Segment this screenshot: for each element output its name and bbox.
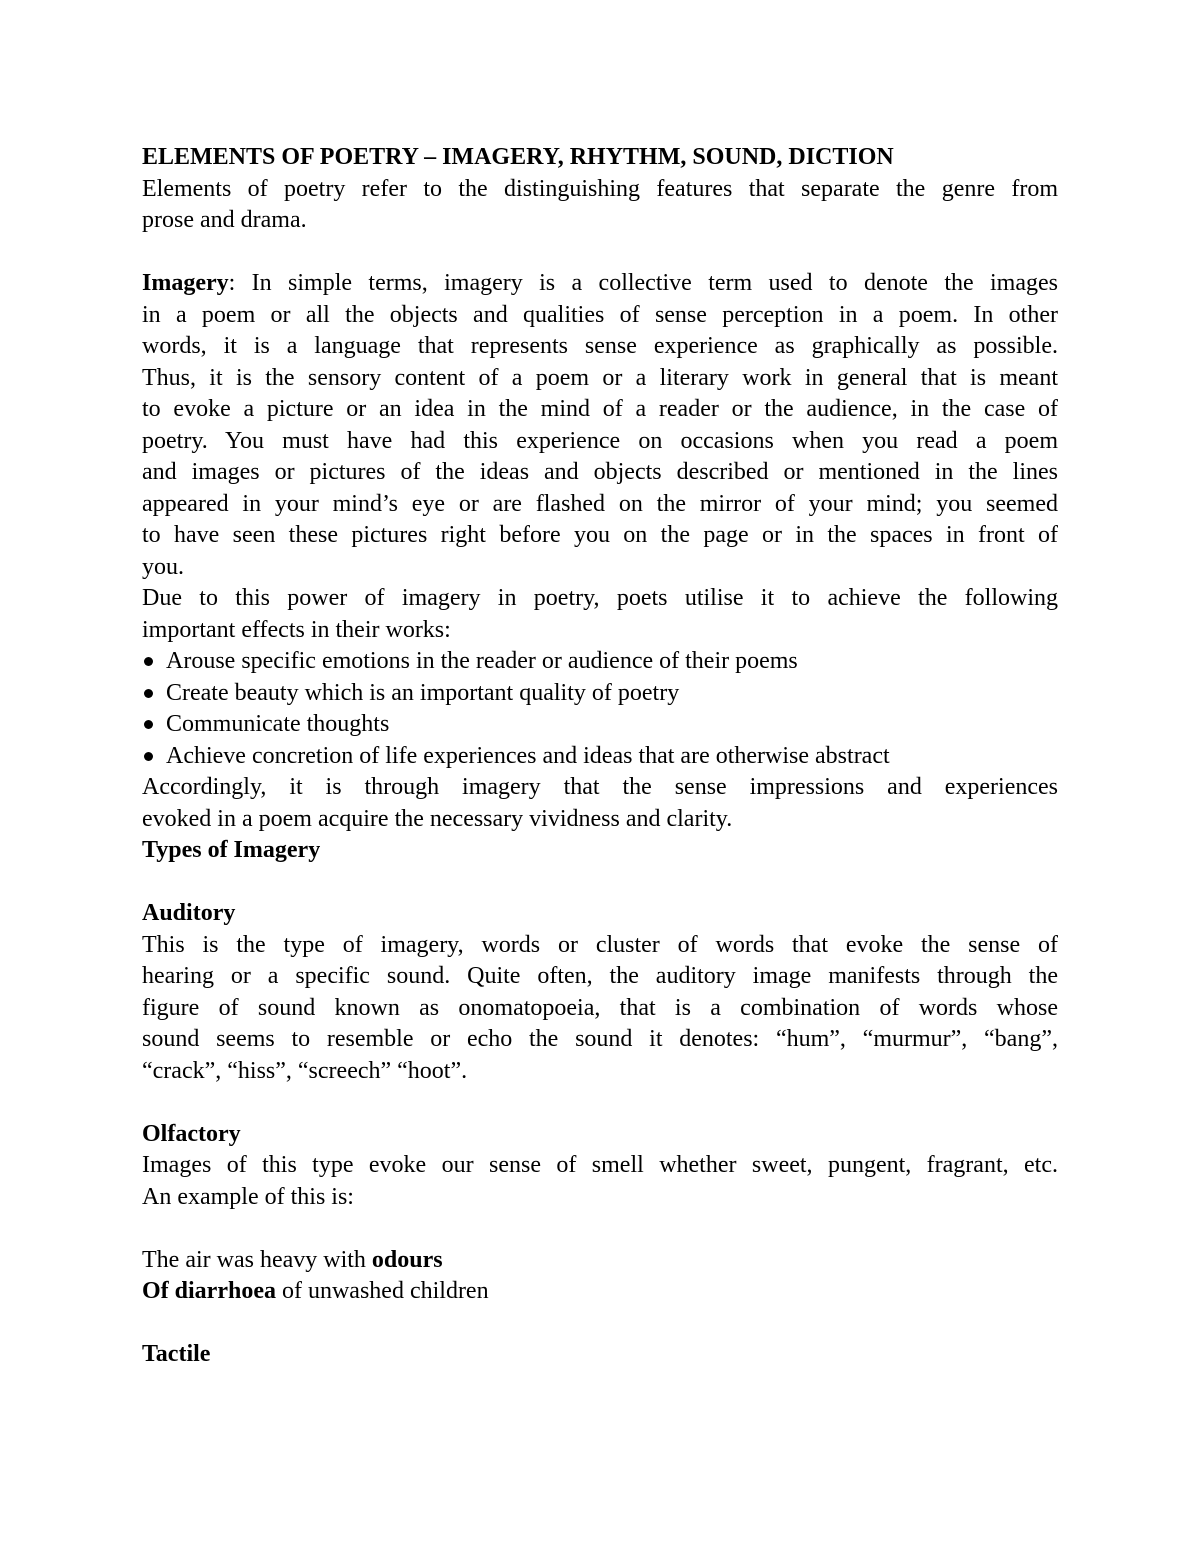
paragraph-line: in a poem or all the objects and qualities of sense perception in a poem. In other [142,301,1058,328]
imagery-first-line: Imagery: In simple terms, imagery is a collective term used to denote the images [142,270,1058,296]
paragraph-line: sound seems to resemble or echo the sound it denotes: “hum”, “murmur”, “bang”, [142,1026,1058,1052]
bullet-icon [144,752,153,761]
spacer [142,1213,1058,1245]
list-item: Communicate thoughts [142,709,1058,741]
paragraph-line: poetry. You must have had this experience on occasions when you read a poem [142,427,1058,454]
list-item: Create beauty which is an important quality of poetry [142,678,1058,710]
paragraph-line: to have seen these pictures right before you on the page or in the spaces in front of [142,522,1058,548]
paragraph-line: “crack”, “hiss”, “screech” “hoot”. [142,1057,468,1084]
paragraph-line: hearing or a specific sound. Quite often, the auditory image manifests through the [142,963,1058,989]
olfactory-heading: Olfactory [142,1120,241,1147]
poem-example-line: The air was heavy with odours [142,1246,443,1273]
spacer [142,1087,1058,1119]
effects-intro-line: important effects in their works: [142,616,451,643]
imagery-label: Imagery [142,270,229,296]
intro-line: prose and drama. [142,207,307,233]
auditory-heading: Auditory [142,900,236,926]
paragraph-line: An example of this is: [142,1183,354,1210]
paragraph-line: words, it is a language that represents sense experience as graphically as possible. [142,333,1058,359]
conclusion-line: evoked in a poem acquire the necessary vividness and clarity. [142,805,733,832]
paragraph-line: and images or pictures of the ideas and objects described or mentioned in the lines [142,459,1058,485]
paragraph-line: This is the type of imagery, words or cluster of words that evoke the sense of [142,931,1058,958]
spacer [142,867,1058,899]
tactile-heading: Tactile [142,1341,211,1367]
intro-line: Elements of poetry refer to the distinguishing features that separate the genre from [142,175,1058,202]
conclusion-line: Accordingly, it is through imagery that the sense impressions and experiences [142,774,1058,800]
spacer [142,237,1058,269]
spacer [142,1308,1058,1340]
paragraph-line: figure of sound known as onomatopoeia, that is a combination of words whose [142,994,1058,1021]
paragraph-line: Thus, it is the sensory content of a poem or a literary work in general that is meant [142,364,1058,391]
effects-intro-line: Due to this power of imagery in poetry, poets utilise it to achieve the following [142,585,1058,611]
document-page [142,142,1058,1371]
bullet-icon [144,657,153,666]
document-title: ELEMENTS OF POETRY – IMAGERY, RHYTHM, SOUND, DICTION [142,144,894,170]
paragraph-line: appeared in your mind’s eye or are flashed on the mirror of your mind; you seemed [142,490,1058,517]
bullet-icon [144,689,153,698]
bullet-icon [144,720,153,729]
list-item: Arouse specific emotions in the reader or audience of their poems [142,646,1058,678]
effects-list [142,646,1058,772]
paragraph-line: to evoke a picture or an idea in the mind of a reader or the audience, in the case of [142,396,1058,422]
poem-example-line: Of diarrhoea of unwashed children [142,1278,489,1304]
paragraph-line: you. [142,553,184,580]
paragraph-line: Images of this type evoke our sense of smell whether sweet, pungent, fragrant, etc. [142,1152,1058,1178]
types-heading: Types of Imagery [142,837,321,863]
list-item: Achieve concretion of life experiences and ideas that are otherwise abstract [142,741,1058,773]
